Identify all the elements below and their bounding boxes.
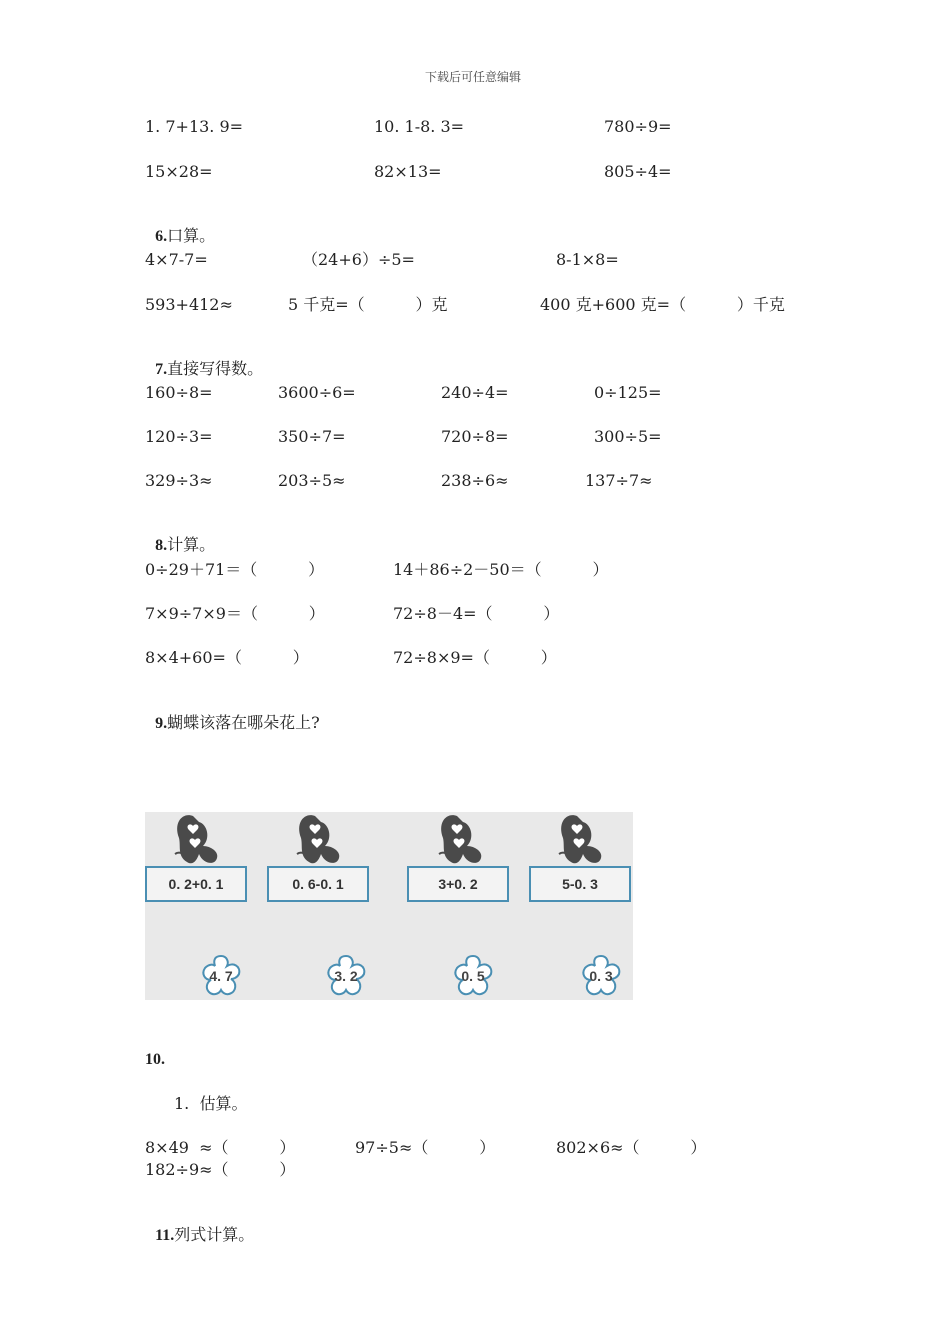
expr: 8×49 ≈（ ） <box>145 1138 296 1157</box>
flower <box>322 952 370 1000</box>
expr: 97÷5≈（ ） <box>355 1138 496 1157</box>
butterfly-icon <box>171 812 223 868</box>
expr: 7×9÷7×9＝（ ） <box>145 604 325 623</box>
expr: 1. 7+13. 9= <box>145 117 244 136</box>
expr: （24+6）÷5= <box>302 250 415 269</box>
expr: 240÷4= <box>441 383 509 402</box>
question-6-heading <box>145 206 215 247</box>
expr: 203÷5≈ <box>278 471 346 490</box>
question-number: 8. <box>155 537 168 554</box>
expr: 720÷8= <box>441 427 509 446</box>
expression-box: 5-0. 3 <box>529 866 631 902</box>
question-title: 口算。 <box>167 226 216 245</box>
expression-box: 0. 6-0. 1 <box>267 866 369 902</box>
flower <box>197 952 245 1000</box>
expr: 780÷9= <box>604 117 672 136</box>
expr: 0÷125= <box>594 383 662 402</box>
expr: 805÷4= <box>604 162 672 181</box>
expr: 4×7-7= <box>145 250 208 269</box>
expr: 802×6≈（ ） <box>556 1138 707 1157</box>
expr: 238÷6≈ <box>441 471 509 490</box>
expr: 350÷7= <box>278 427 346 446</box>
expr: 5 千克=（ ）克 <box>288 295 448 314</box>
question-number: 6. <box>155 228 168 245</box>
flower <box>577 952 625 1000</box>
expr: 329÷3≈ <box>145 471 213 490</box>
page-header: 下载后可任意编辑 <box>425 70 522 84</box>
butterfly-flower-figure <box>145 812 633 1000</box>
question-number: 9. <box>155 715 168 732</box>
expr: 72÷8×9=（ ） <box>393 648 557 667</box>
question-number: 7. <box>155 361 168 378</box>
expr: 160÷8= <box>145 383 213 402</box>
butterfly-icon <box>555 812 607 868</box>
flower-label: 3. 2 <box>334 968 358 984</box>
expr: 300÷5= <box>594 427 662 446</box>
expr: 182÷9≈（ ） <box>145 1160 296 1179</box>
expr: 400 克+600 克=（ ）千克 <box>540 295 785 314</box>
flower-label: 4. 7 <box>209 968 233 984</box>
expr: 15×28= <box>145 162 213 181</box>
question-title: 列式计算。 <box>174 1225 255 1244</box>
expr: 8-1×8= <box>556 250 619 269</box>
expr: 8×4+60=（ ） <box>145 648 309 667</box>
question-9-heading <box>145 693 320 734</box>
question-number: 11. <box>155 1227 175 1244</box>
expression-box: 3+0. 2 <box>407 866 509 902</box>
question-number: 10. <box>145 1051 165 1068</box>
question-7-heading <box>145 339 263 380</box>
butterfly-icon <box>293 812 345 868</box>
expr: 593+412≈ <box>145 295 233 314</box>
flower <box>449 952 497 1000</box>
question-title: 计算。 <box>167 535 216 554</box>
question-title: 蝴蝶该落在哪朵花上? <box>167 713 320 732</box>
expr: 82×13= <box>374 162 442 181</box>
question-title: 直接写得数。 <box>167 359 264 378</box>
question-8-heading <box>145 515 215 556</box>
question-11-heading <box>145 1205 254 1246</box>
flower-label: 0. 3 <box>589 968 613 984</box>
expression-box: 0. 2+0. 1 <box>145 866 247 902</box>
butterfly-icon <box>435 812 487 868</box>
expr: 137÷7≈ <box>585 471 653 490</box>
expr: 0÷29＋71＝（ ） <box>145 560 325 579</box>
sub-question-title: 1. 估算。 <box>174 1094 248 1113</box>
expr: 14＋86÷2－50＝（ ） <box>393 560 609 579</box>
expr: 10. 1-8. 3= <box>374 117 465 136</box>
expr: 120÷3= <box>145 427 213 446</box>
expr: 3600÷6= <box>278 383 356 402</box>
expr: 72÷8－4=（ ） <box>393 604 560 623</box>
flower-label: 0. 5 <box>461 968 485 984</box>
